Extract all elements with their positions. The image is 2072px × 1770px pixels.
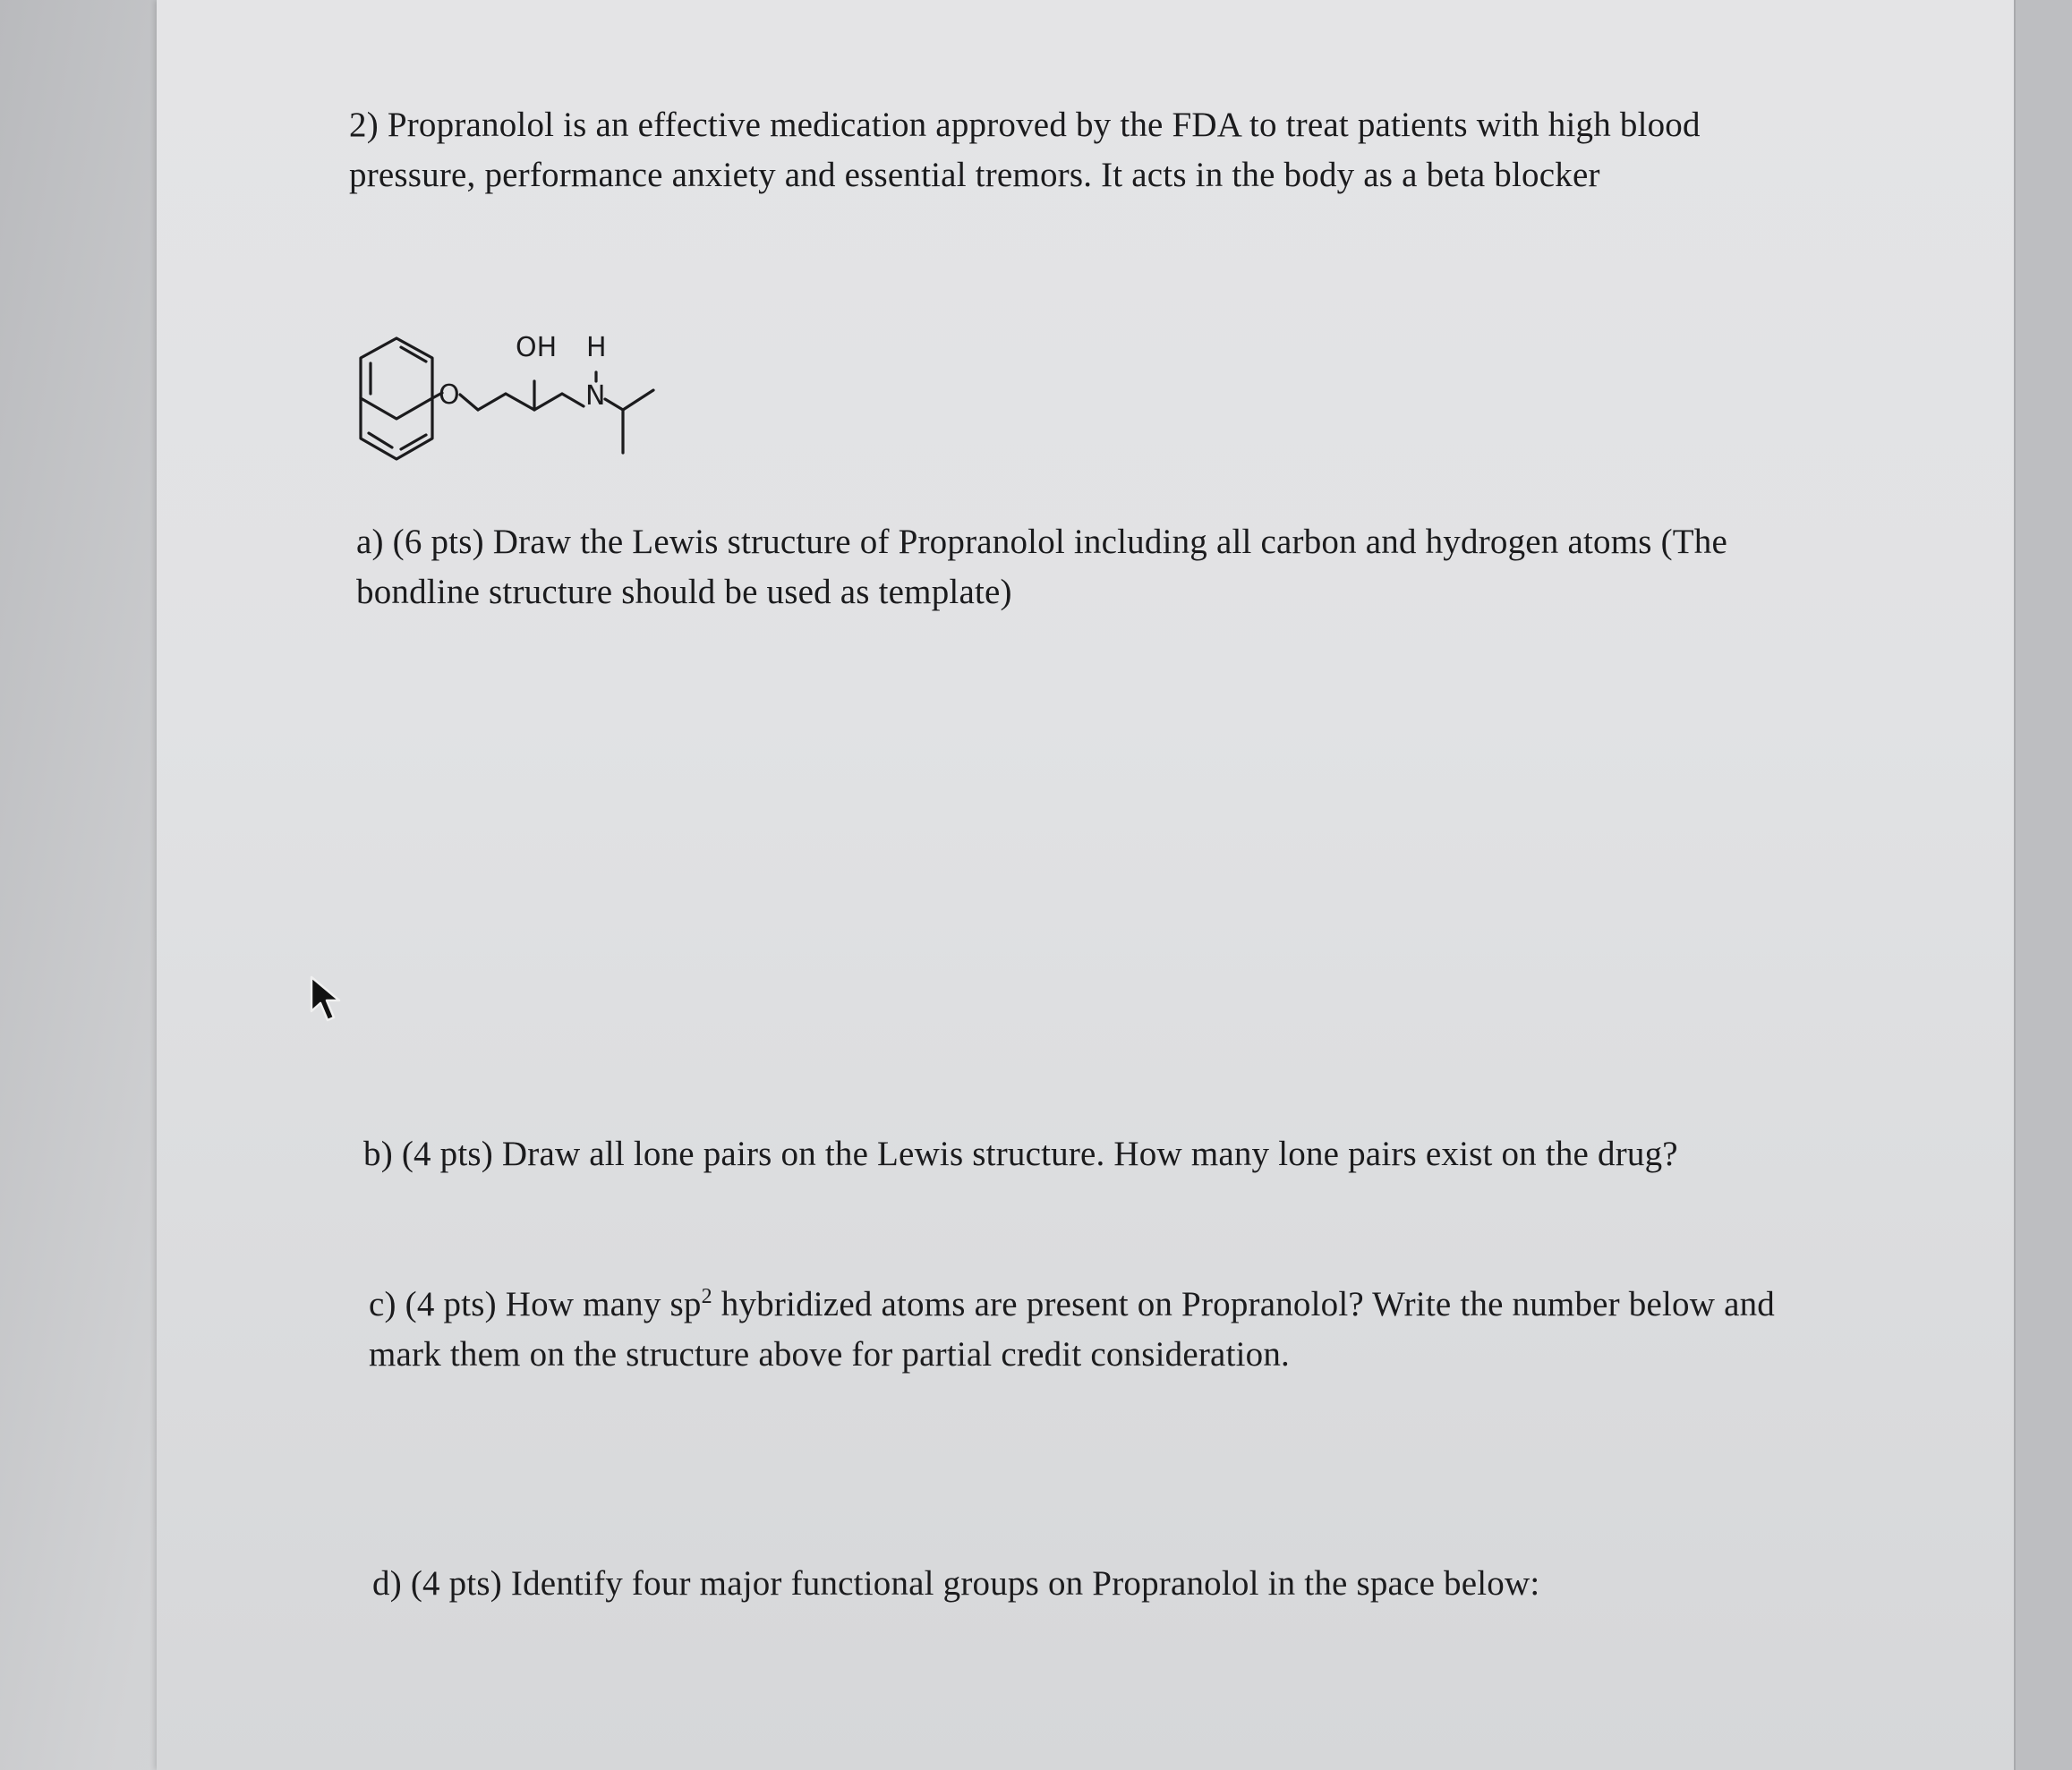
propranolol-bondline-structure [349, 320, 770, 481]
question-intro: 2) Propranolol is an effective medication approved by the FDA to treat patients with high blood pressure, performance anxiety and essential tremors. It acts in the body as a beta blocker [349, 106, 1701, 194]
question-part-a: a) (6 pts) Draw the Lewis structure of Propranolol including all carbon and hydrogen atoms (The bondline structure should be used as template) [356, 523, 1727, 611]
question-part-c-prefix: c) (4 pts) How many sp [369, 1285, 702, 1323]
amine-nitrogen-label: N [585, 380, 606, 412]
monitor-bezel-edge [2014, 0, 2072, 1770]
mouse-pointer-arrow-icon [309, 975, 345, 1024]
superscript-two: 2 [701, 1285, 712, 1308]
question-part-b: b) (4 pts) Draw all lone pairs on the Lewis structure. How many lone pairs exist on the drug? [363, 1135, 1678, 1173]
hydroxyl-label: OH [516, 332, 558, 363]
question-part-c [369, 1280, 1837, 1380]
worksheet-page [157, 0, 2014, 1770]
question-part-d: d) (4 pts) Identify four major functional groups on Propranolol in the space below: [372, 1564, 1540, 1603]
ether-oxygen-label: O [439, 379, 460, 411]
question-part-c-suffix: hybridized atoms are present on Propranolol? Write the number below and mark them on the structure above for partial credit consideration. [369, 1285, 1775, 1374]
amine-hydrogen-label: H [586, 332, 607, 363]
